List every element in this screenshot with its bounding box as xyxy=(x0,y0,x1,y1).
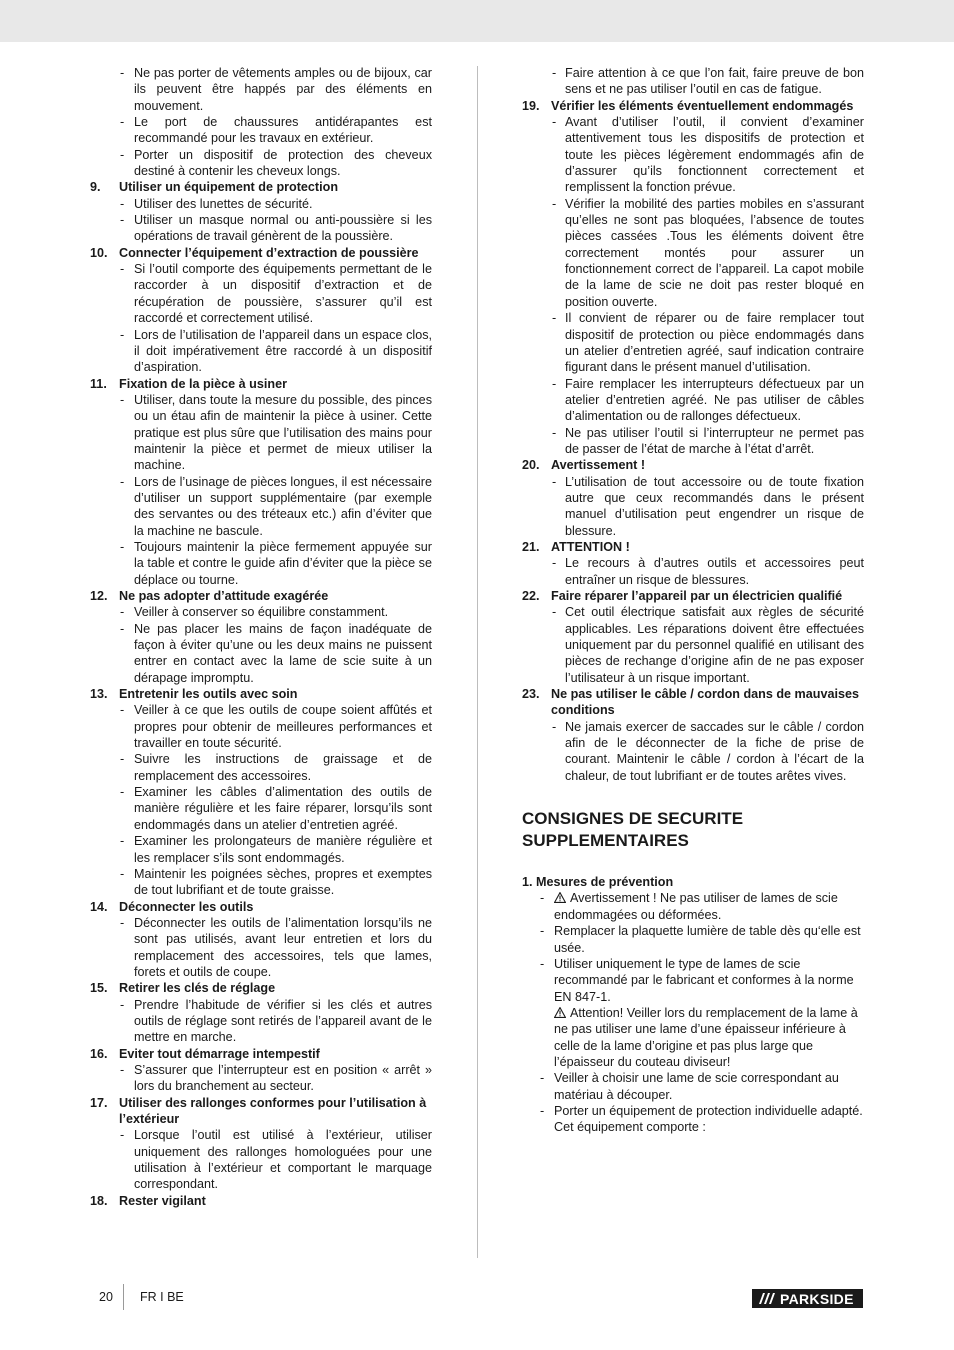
list-item xyxy=(522,1070,864,1103)
left-column xyxy=(90,65,432,1209)
section-items xyxy=(522,719,864,784)
section xyxy=(90,245,432,376)
section-heading xyxy=(522,98,864,114)
list-item: - Suivre les instructions de graissage et de remplacement des accessoires. xyxy=(90,751,432,784)
section-items xyxy=(90,1127,432,1192)
list-item: - Le port de chaussures antidérapantes est recommandé pour les travaux en extérieur. xyxy=(90,114,432,147)
prevention-subheading: 1. Mesures de prévention xyxy=(522,875,674,890)
section-number: 21. xyxy=(522,539,540,554)
supplementary-heading: CONSIGNES DE SECURITE SUPPLEMENTAIRES xyxy=(522,809,744,851)
section-number: 13. xyxy=(90,687,108,702)
section-number: 15. xyxy=(90,981,108,996)
section-title: Rester vigilant xyxy=(119,1193,206,1208)
top-band xyxy=(0,0,954,42)
right-column-sections xyxy=(522,65,864,784)
section-heading xyxy=(90,376,432,392)
list-item xyxy=(522,956,864,1070)
section-number: 11. xyxy=(90,376,107,391)
list-item: - Vérifier la mobilité des parties mobiles en s’assurant qu’elles ne sont pas bloquées, l’absence de toutes pièces cassées .Tous les éléments doivent être correctement montés pour assurer un fonctionnement correct de l’appareil. La capot mobile de la lame de scie ne doit pas rester bloqué en position ouverte. xyxy=(522,196,864,310)
section-heading xyxy=(90,179,432,195)
section-number: 19. xyxy=(522,98,540,113)
section-number: 16. xyxy=(90,1046,108,1061)
list-item xyxy=(522,1103,864,1136)
section-heading xyxy=(90,899,432,915)
page-number: 20 xyxy=(99,1290,113,1304)
list-item: - Faire remplacer les interrupteurs défectueux par un atelier d’entretien agréé. Ne pas utiliser de câbles d’alimentation ou de rallonges défectueux. xyxy=(522,376,864,425)
section-heading xyxy=(90,686,432,702)
section-heading xyxy=(522,457,864,473)
section-items xyxy=(522,604,864,686)
section-items xyxy=(90,604,432,686)
section-title: Fixation de la pièce à usiner xyxy=(119,376,287,391)
section xyxy=(90,686,432,898)
section-items xyxy=(90,915,432,980)
section-title: Déconnecter les outils xyxy=(119,899,254,914)
item-text: Veiller à choisir une lame de scie correspondant au matériau à découper. xyxy=(554,1071,839,1102)
warning-triangle-icon xyxy=(554,892,566,903)
section-items xyxy=(90,702,432,898)
section-heading xyxy=(522,539,864,555)
warning-triangle-icon xyxy=(554,1007,566,1018)
section-title: Ne pas utiliser le câble / cordon dans de mauvaises conditions xyxy=(551,687,859,718)
section-heading xyxy=(522,588,864,604)
section-heading xyxy=(522,686,864,719)
warning-text: Attention! Veiller lors du remplacement de la lame à ne pas utiliser une lame d’une épaisseur inférieure à celle de la lame d’origine et pas plus large que l’épaisseur du couteau diviseur! xyxy=(554,1005,858,1069)
list-item: - Si l’outil comporte des équipements permettant de le raccorder à un dispositif d’extraction et de récupération de poussière, s’assurer qu’il est raccordé et correctement utilisé. xyxy=(90,261,432,326)
section xyxy=(90,899,432,981)
list-item: - Porter un dispositif de protection des cheveux destiné à contenir les cheveux longs. xyxy=(90,147,432,180)
section xyxy=(522,588,864,686)
section-items xyxy=(90,1062,432,1095)
section-items xyxy=(522,65,864,98)
list-item: - L’utilisation de tout accessoire ou de toute fixation autre que ceux recommandés dans le présent manuel d’utilisation peut engendrer un risque de blessure. xyxy=(522,474,864,539)
section-number: 18. xyxy=(90,1193,108,1208)
section-title: ATTENTION ! xyxy=(551,539,630,554)
list-item: - S’assurer que l’interrupteur est en position « arrêt » lors du branchement au secteur. xyxy=(90,1062,432,1095)
list-item: - Il convient de réparer ou de faire remplacer tout dispositif de protection ou pièce endommagés dans un atelier d’entretien agréé, sauf indication contraire figurant dans le présent manuel d’utilisation. xyxy=(522,310,864,375)
section-number: 23. xyxy=(522,687,540,702)
list-item: - Lors de l’usinage de pièces longues, il est nécessaire d’utiliser un support supplémentaire (par exemple des servantes ou des tréteaux etc.) afin d’éviter que la machine ne bascule. xyxy=(90,474,432,539)
section-title: Vérifier les éléments éventuellement endommagés xyxy=(551,98,854,113)
section-title: Utiliser un équipement de protection xyxy=(119,180,339,195)
column-divider xyxy=(477,66,478,1258)
language-label: FR I BE xyxy=(140,1290,184,1304)
section xyxy=(90,1095,432,1193)
section-heading xyxy=(90,245,432,261)
section xyxy=(522,539,864,588)
item-text: Porter un équipement de protection individuelle adapté. xyxy=(554,1103,863,1118)
section-items xyxy=(90,196,432,245)
list-item: - Ne pas placer les mains de façon inadéquate de façon à éviter qu’une ou les deux mains ne puissent entrer en contact avec la lame de scie suite à un dérapage impromptu. xyxy=(90,621,432,686)
section-heading xyxy=(90,588,432,604)
list-item: - Toujours maintenir la pièce fermement appuyée sur la table et contre le guide afin d’éviter que la pièce se déplace ou tourne. xyxy=(90,539,432,588)
section-heading xyxy=(90,1095,432,1128)
list-item: - Le recours à d’autres outils et accessoires peut entraîner un risque de blessures. xyxy=(522,555,864,588)
list-item: - Déconnecter les outils de l’alimentation lorsqu’ils ne sont pas utilisés, avant leur entretien et lors du remplacement des accessoires, tels que lames, forets et outils de coupe. xyxy=(90,915,432,980)
section-items xyxy=(522,474,864,539)
parkside-logo xyxy=(752,1289,863,1308)
prevention-list xyxy=(522,890,864,1135)
section-number: 9. xyxy=(90,180,101,195)
list-item xyxy=(522,890,864,923)
list-item: - Veiller à conserver so équilibre constamment. xyxy=(90,604,432,620)
list-item: - Examiner les prolongateurs de manière régulière et les remplacer s’ils sont endommagés. xyxy=(90,833,432,866)
section-title: Eviter tout démarrage intempestif xyxy=(119,1046,320,1061)
section xyxy=(90,376,432,588)
section-title: Utiliser des rallonges conformes pour l’utilisation à l’extérieur xyxy=(119,1095,427,1126)
section xyxy=(90,588,432,686)
section-number: 12. xyxy=(90,589,108,603)
item-text: Utiliser uniquement le type de lames de scie recommandé par le fabricant et conformes à la norme EN 847-1. xyxy=(554,956,854,1004)
section-number: 20. xyxy=(522,458,540,473)
section xyxy=(90,980,432,1045)
section xyxy=(90,65,432,179)
list-item: - Ne pas utiliser l’outil si l’interrupteur ne permet pas de passer de l’état de marche à l’état d’arrêt. xyxy=(522,425,864,458)
section-heading xyxy=(90,980,432,996)
list-item: - Ne pas porter de vêtements amples ou de bijoux, car ils peuvent être happés par des éléments en mouvement. xyxy=(90,65,432,114)
section-title: Faire réparer l’appareil par un électricien qualifié xyxy=(551,589,843,603)
section-number: 17. xyxy=(90,1095,108,1110)
section-number: 22. xyxy=(522,589,540,603)
section-items xyxy=(90,997,432,1046)
list-item: - Utiliser des lunettes de sécurité. xyxy=(90,196,432,212)
section-heading xyxy=(90,1193,432,1209)
section-title: Entretenir les outils avec soin xyxy=(119,687,298,702)
list-item: - Prendre l’habitude de vérifier si les clés et autres outils de réglage sont retirés de l’appareil avant de le mettre en marche. xyxy=(90,997,432,1046)
list-item: - Faire attention à ce que l’on fait, faire preuve de bon sens et ne pas utiliser l’outil en cas de fatigue. xyxy=(522,65,864,98)
section xyxy=(522,98,864,458)
list-item: - Lorsque l’outil est utilisé à l’extérieur, utiliser uniquement des rallonges homologuées pour une utilisation à l’extérieur et comportant le marquage correspondant. xyxy=(90,1127,432,1192)
section xyxy=(522,65,864,98)
section xyxy=(522,686,864,784)
section-items xyxy=(90,392,432,588)
logo-slashes-icon xyxy=(754,1289,778,1308)
list-item xyxy=(522,923,864,956)
list-item: - Maintenir les poignées sèches, propres et exemptes de tout lubrifiant et de toute graisse. xyxy=(90,866,432,899)
section xyxy=(90,179,432,244)
section-items xyxy=(522,114,864,457)
footer-divider xyxy=(123,1284,124,1310)
section-title: Connecter l’équipement d’extraction de poussière xyxy=(119,245,419,260)
list-item: - Ne jamais exercer de saccades sur le câble / cordon afin de le déconnecter de la fiche de prise de courant. Maintenir le câble / cordon à l’écart de la chaleur, de tout lubrifiant er de toutes arêtes vives. xyxy=(522,719,864,784)
section xyxy=(90,1046,432,1095)
warning-note xyxy=(554,1005,864,1070)
list-item: - Examiner les câbles d’alimentation des outils de manière régulière et les faire réparer, lorsqu’ils sont endommagés dans un atelier d’entretien agréé. xyxy=(90,784,432,833)
section-items xyxy=(522,555,864,588)
section-items xyxy=(90,65,432,179)
section xyxy=(522,457,864,539)
item-continuation: Cet équipement comporte : xyxy=(554,1120,706,1135)
section-number: 14. xyxy=(90,899,108,914)
section-items xyxy=(90,261,432,375)
section xyxy=(90,1193,432,1209)
section-title: Avertissement ! xyxy=(551,458,646,473)
item-text: Remplacer la plaquette lumière de table dès qu‘elle est usée. xyxy=(554,924,861,955)
right-column xyxy=(522,65,864,1136)
list-item: - Avant d’utiliser l’outil, il convient d’examiner attentivement tous les dispositifs de protection et toute les pièces légèrement endommagés afin de d’assurer qu’ils fonctionnent correctement et remplissent la fonction prévue. xyxy=(522,114,864,196)
list-item: - Utiliser un masque normal ou anti-poussière si les opérations de travail génèrent de la poussière. xyxy=(90,212,432,245)
list-item: - Cet outil électrique satisfait aux règles de sécurité applicables. Les réparations doivent être effectuées uniquement par du personnel qualifié en utilisant des pièces de rechange d’origine afin de ne pas exposer l’utilisateur à un risque important. xyxy=(522,604,864,686)
section-heading xyxy=(90,1046,432,1062)
brand-name: PARKSIDE xyxy=(780,1290,854,1307)
item-text: Avertissement ! Ne pas utiliser de lames de scie endommagées ou déformées. xyxy=(554,891,838,922)
section-number: 10. xyxy=(90,245,108,260)
section-title: Retirer les clés de réglage xyxy=(119,981,276,996)
list-item: - Utiliser, dans toute la mesure du possible, des pinces ou un étau afin de maintenir la pièce à usiner. Cette pratique est plus sûre que l’utilisation des mains pour maintenir la pièce et permet de mieux utiliser la machine. xyxy=(90,392,432,474)
list-item: - Lors de l’utilisation de l’appareil dans un espace clos, il doit impérativement être raccordé à un dispositif d’aspiration. xyxy=(90,327,432,376)
list-item: - Veiller à ce que les outils de coupe soient affûtés et propres pour obtenir de meilleures performances et travailler en toute sécurité. xyxy=(90,702,432,751)
section-title: Ne pas adopter d’attitude exagérée xyxy=(119,589,329,603)
